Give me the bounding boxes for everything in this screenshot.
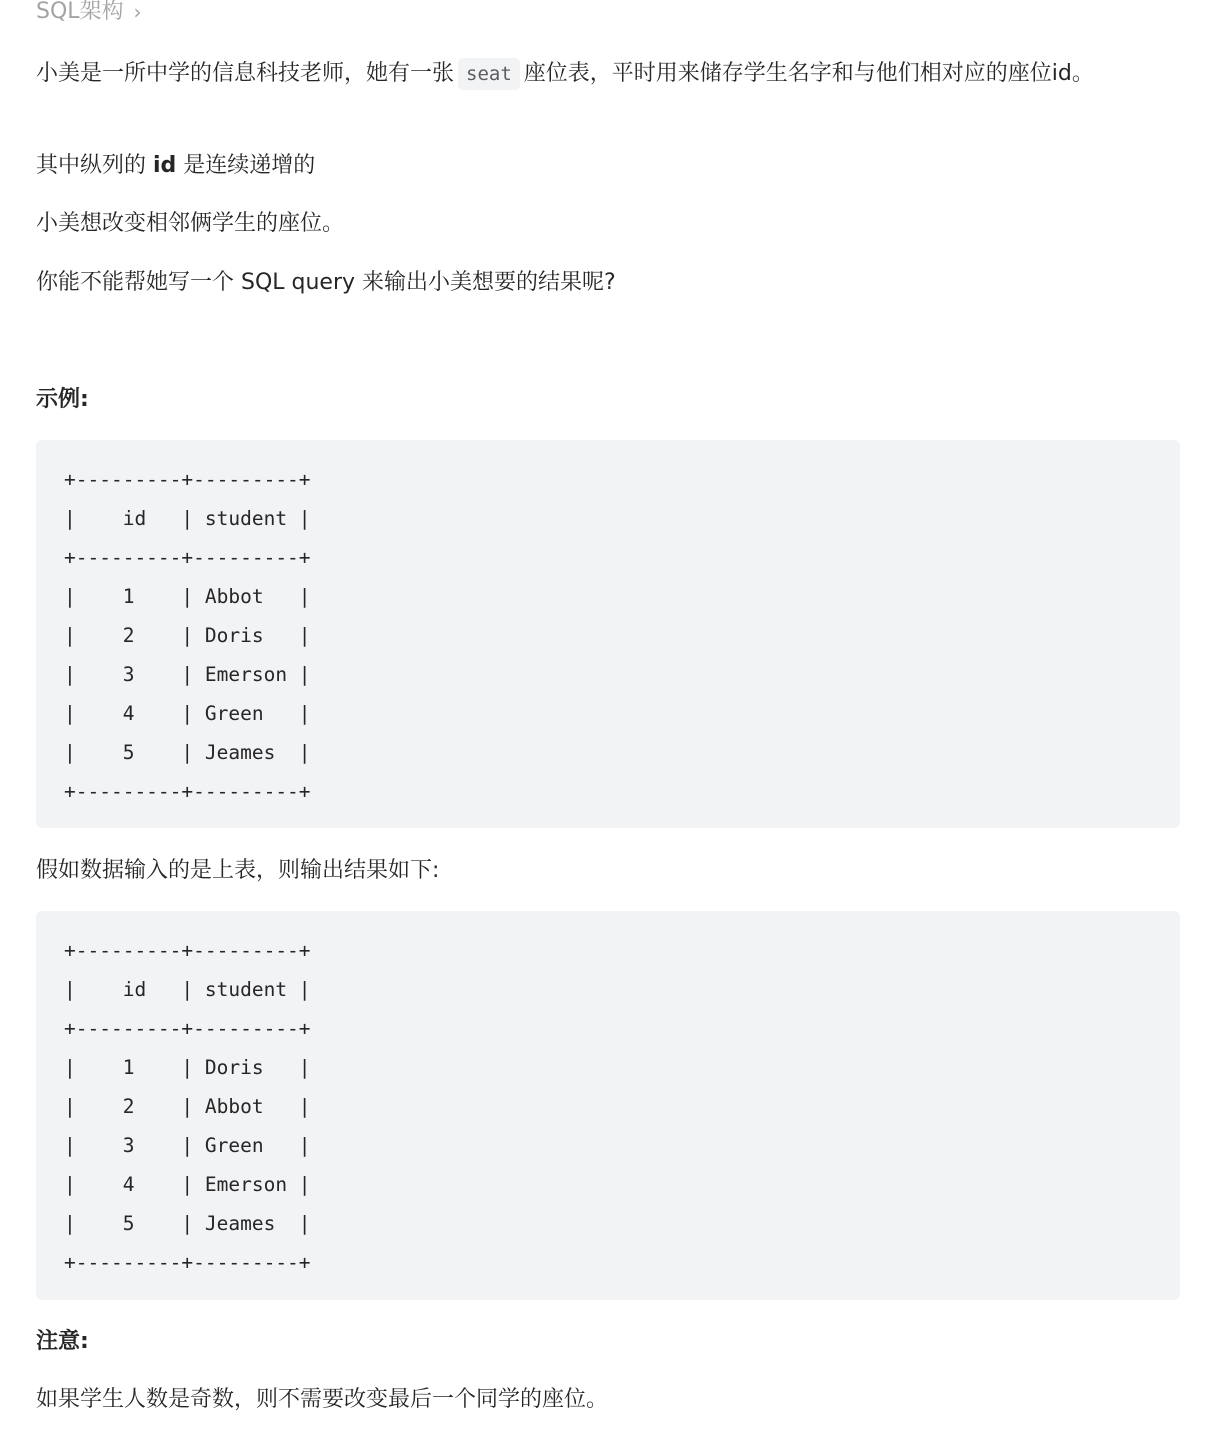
id-text-after: 是连续递增的	[176, 153, 316, 178]
question-paragraph: 你能不能帮她写一个 SQL query 来输出小美想要的结果呢?	[36, 270, 616, 295]
table-name-code: seat	[458, 58, 520, 90]
swap-paragraph: 小美想改变相邻俩学生的座位。	[36, 211, 345, 236]
output-table-block	[36, 911, 1180, 1300]
note-paragraph: 如果学生人数是奇数，则不需要改变最后一个同学的座位。	[36, 1387, 609, 1412]
id-bold-text: id	[153, 153, 177, 178]
output-table-code: +---------+---------+ | id | student | +---------+---------+ | 1 | Doris | | 2 | Abbot | | 3 | Green | | 4 | Emerson | | 5 | Jeames | +---------+---------+	[64, 939, 311, 1274]
example-heading: 示例:	[36, 387, 89, 412]
input-table-code: +---------+---------+ | id | student | +---------+---------+ | 1 | Abbot | | 2 | Doris | | 3 | Emerson | | 4 | Green | | 5 | Jeames | +---------+---------+	[64, 468, 311, 803]
intro-text-before: 小美是一所中学的信息科技老师，她有一张	[36, 61, 455, 86]
chevron-right-icon: ›	[133, 0, 142, 24]
note-heading: 注意:	[36, 1329, 89, 1354]
id-column-paragraph	[36, 149, 1180, 183]
intro-text-after: 座位表，平时用来储存学生名字和与他们相对应的座位id。	[523, 61, 1094, 86]
id-text-before: 其中纵列的	[36, 153, 153, 178]
breadcrumb-label[interactable]: SQL架构	[36, 0, 124, 24]
breadcrumb[interactable]	[36, 0, 146, 26]
intro-paragraph	[36, 57, 1180, 91]
transition-paragraph: 假如数据输入的是上表，则输出结果如下:	[36, 858, 440, 883]
input-table-block	[36, 440, 1180, 828]
